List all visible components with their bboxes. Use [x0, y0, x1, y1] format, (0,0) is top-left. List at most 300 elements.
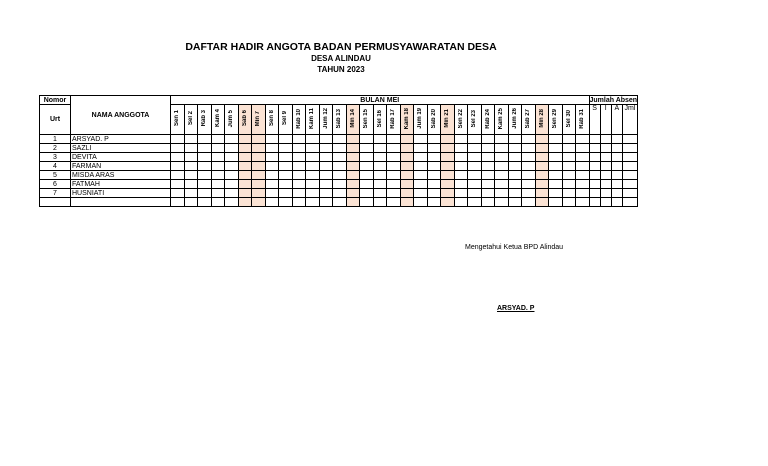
attendance-cell	[562, 180, 576, 189]
attendance-cell	[306, 198, 320, 207]
day-header	[211, 105, 225, 135]
attendance-cell	[373, 171, 387, 180]
attendance-cell	[495, 189, 509, 198]
day-header	[427, 105, 441, 135]
attendance-cell	[360, 180, 374, 189]
day-header	[360, 105, 374, 135]
attendance-cell	[495, 180, 509, 189]
attendance-cell	[441, 144, 455, 153]
attendance-cell	[522, 198, 536, 207]
attendance-cell	[265, 162, 279, 171]
day-label: Sel 30	[565, 109, 572, 128]
attendance-cell	[508, 198, 522, 207]
day-label: Rab 10	[295, 108, 302, 129]
attendance-cell	[171, 189, 185, 198]
attendance-cell	[387, 144, 401, 153]
attendance-cell	[292, 135, 306, 144]
day-label: Sen 29	[552, 108, 559, 129]
attendance-cell	[346, 198, 360, 207]
absen-count-cell	[589, 135, 600, 144]
attendance-cell	[184, 144, 198, 153]
absen-code-header: S	[589, 105, 600, 135]
attendance-cell	[400, 198, 414, 207]
attendance-cell	[292, 180, 306, 189]
member-name	[71, 198, 171, 207]
day-label: Min 7	[255, 110, 262, 127]
attendance-cell	[292, 198, 306, 207]
absen-count-cell	[600, 189, 611, 198]
attendance-cell	[360, 144, 374, 153]
member-number: 7	[40, 189, 71, 198]
attendance-cell	[265, 189, 279, 198]
attendance-cell	[171, 171, 185, 180]
attendance-cell	[427, 162, 441, 171]
day-label: Sel 9	[282, 111, 289, 126]
attendance-cell	[508, 180, 522, 189]
attendance-cell	[427, 189, 441, 198]
attendance-cell	[184, 135, 198, 144]
attendance-cell	[198, 153, 212, 162]
day-header	[454, 105, 468, 135]
attendance-cell	[292, 171, 306, 180]
absen-count-cell	[589, 180, 600, 189]
attendance-cell	[279, 198, 293, 207]
attendance-cell	[279, 180, 293, 189]
day-label: Sab 27	[525, 108, 532, 129]
attendance-cell	[238, 171, 252, 180]
attendance-cell	[576, 180, 590, 189]
attendance-cell	[562, 153, 576, 162]
attendance-cell	[319, 144, 333, 153]
signature-name: ARSYAD. P	[497, 305, 535, 312]
attendance-cell	[184, 171, 198, 180]
day-header	[522, 105, 536, 135]
attendance-cell	[454, 153, 468, 162]
absen-count-cell	[611, 198, 622, 207]
attendance-cell	[346, 144, 360, 153]
day-label: Kam 4	[214, 109, 221, 128]
day-label: Sen 8	[268, 110, 275, 127]
attendance-cell	[468, 153, 482, 162]
attendance-cell	[265, 198, 279, 207]
table-row	[40, 198, 638, 207]
attendance-cell	[171, 162, 185, 171]
day-header	[198, 105, 212, 135]
member-name: FATMAH	[71, 180, 171, 189]
attendance-cell	[576, 189, 590, 198]
attendance-cell	[360, 153, 374, 162]
member-name: SAZLI	[71, 144, 171, 153]
absen-count-cell	[611, 171, 622, 180]
attendance-cell	[306, 153, 320, 162]
attendance-cell	[495, 162, 509, 171]
day-label: Rab 3	[201, 110, 208, 127]
day-header	[508, 105, 522, 135]
attendance-cell	[562, 135, 576, 144]
attendance-cell	[238, 198, 252, 207]
absen-count-cell	[622, 180, 637, 189]
attendance-cell	[225, 144, 239, 153]
attendance-cell	[454, 171, 468, 180]
attendance-cell	[171, 153, 185, 162]
attendance-cell	[522, 135, 536, 144]
attendance-cell	[306, 180, 320, 189]
attendance-cell	[427, 153, 441, 162]
day-label: Sel 2	[187, 111, 194, 126]
attendance-cell	[400, 153, 414, 162]
day-label: Kam 11	[309, 107, 316, 129]
attendance-cell	[346, 153, 360, 162]
absen-count-cell	[611, 180, 622, 189]
attendance-cell	[292, 162, 306, 171]
header-jumlah-absen: Jumlah Absen	[589, 96, 638, 104]
attendance-cell	[333, 144, 347, 153]
attendance-cell	[508, 153, 522, 162]
attendance-cell	[198, 162, 212, 171]
day-label: Rab 17	[390, 108, 397, 129]
attendance-cell	[319, 135, 333, 144]
attendance-cell	[481, 162, 495, 171]
day-label: Kam 18	[403, 107, 410, 130]
member-number	[40, 198, 71, 207]
attendance-cell	[225, 153, 239, 162]
absen-count-cell	[589, 153, 600, 162]
attendance-cell	[441, 162, 455, 171]
absen-count-cell	[600, 144, 611, 153]
attendance-cell	[265, 135, 279, 144]
absen-count-cell	[622, 153, 637, 162]
attendance-cell	[333, 198, 347, 207]
attendance-cell	[387, 171, 401, 180]
attendance-cell	[319, 198, 333, 207]
attendance-cell	[184, 153, 198, 162]
attendance-cell	[319, 153, 333, 162]
attendance-cell	[535, 180, 549, 189]
attendance-cell	[279, 189, 293, 198]
attendance-cell	[400, 162, 414, 171]
attendance-cell	[279, 162, 293, 171]
day-header	[400, 105, 414, 135]
attendance-cell	[292, 189, 306, 198]
table-row	[40, 189, 638, 198]
attendance-cell	[387, 189, 401, 198]
day-header	[319, 105, 333, 135]
attendance-cell	[279, 135, 293, 144]
attendance-cell	[292, 144, 306, 153]
attendance-cell	[319, 180, 333, 189]
attendance-cell	[211, 171, 225, 180]
absen-count-cell	[611, 135, 622, 144]
attendance-cell	[252, 135, 266, 144]
day-label: Sab 6	[241, 110, 248, 127]
attendance-cell	[360, 171, 374, 180]
attendance-cell	[508, 162, 522, 171]
attendance-cell	[414, 171, 428, 180]
member-number: 5	[40, 171, 71, 180]
day-header	[549, 105, 563, 135]
day-header	[306, 105, 320, 135]
attendance-cell	[265, 171, 279, 180]
attendance-cell	[171, 180, 185, 189]
attendance-cell	[414, 162, 428, 171]
attendance-cell	[400, 189, 414, 198]
attendance-cell	[454, 180, 468, 189]
attendance-cell	[481, 189, 495, 198]
day-header	[387, 105, 401, 135]
attendance-cell	[198, 135, 212, 144]
attendance-cell	[238, 162, 252, 171]
table-row	[40, 171, 638, 180]
attendance-cell	[346, 162, 360, 171]
absen-count-cell	[589, 189, 600, 198]
day-header	[346, 105, 360, 135]
attendance-cell	[576, 171, 590, 180]
member-number: 2	[40, 144, 71, 153]
day-header	[481, 105, 495, 135]
attendance-cell	[535, 144, 549, 153]
attendance-cell	[522, 180, 536, 189]
attendance-cell	[549, 189, 563, 198]
attendance-cell	[535, 135, 549, 144]
day-label: Rab 24	[484, 108, 491, 129]
attendance-cell	[414, 144, 428, 153]
attendance-cell	[508, 135, 522, 144]
day-header	[279, 105, 293, 135]
member-name: ARSYAD. P	[71, 135, 171, 144]
member-name: MISDA ARAS	[71, 171, 171, 180]
attendance-cell	[400, 171, 414, 180]
attendance-cell	[414, 153, 428, 162]
absen-count-cell	[622, 162, 637, 171]
attendance-cell	[225, 171, 239, 180]
attendance-cell	[427, 198, 441, 207]
attendance-cell	[535, 153, 549, 162]
attendance-cell	[549, 162, 563, 171]
attendance-cell	[373, 153, 387, 162]
day-header	[184, 105, 198, 135]
attendance-cell	[252, 144, 266, 153]
day-label: Jum 12	[322, 108, 329, 129]
attendance-cell	[171, 198, 185, 207]
day-header	[238, 105, 252, 135]
attendance-cell	[238, 180, 252, 189]
attendance-cell	[225, 180, 239, 189]
attendance-cell	[400, 144, 414, 153]
day-label: Kam 25	[498, 107, 505, 130]
attendance-cell	[225, 189, 239, 198]
day-label: Min 21	[444, 109, 451, 128]
attendance-cell	[387, 180, 401, 189]
attendance-cell	[333, 171, 347, 180]
attendance-cell	[468, 135, 482, 144]
day-label: Jum 19	[417, 108, 424, 129]
attendance-cell	[562, 144, 576, 153]
attendance-cell	[252, 162, 266, 171]
attendance-cell	[306, 189, 320, 198]
attendance-cell	[346, 189, 360, 198]
attendance-cell	[360, 189, 374, 198]
attendance-cell	[319, 162, 333, 171]
day-header	[535, 105, 549, 135]
attendance-cell	[441, 189, 455, 198]
attendance-cell	[306, 171, 320, 180]
member-number: 1	[40, 135, 71, 144]
attendance-cell	[441, 135, 455, 144]
attendance-cell	[549, 180, 563, 189]
attendance-cell	[225, 135, 239, 144]
attendance-cell	[360, 135, 374, 144]
absen-count-cell	[589, 144, 600, 153]
attendance-cell	[441, 198, 455, 207]
attendance-cell	[549, 198, 563, 207]
attendance-cell	[562, 198, 576, 207]
absen-count-cell	[600, 171, 611, 180]
attendance-cell	[576, 198, 590, 207]
attendance-cell	[211, 162, 225, 171]
attendance-cell	[522, 171, 536, 180]
year-label: TAHUN 2023	[317, 65, 365, 74]
day-label: Sen 1	[174, 110, 181, 127]
day-header	[441, 105, 455, 135]
attendance-cell	[225, 198, 239, 207]
attendance-cell	[454, 198, 468, 207]
day-label: Min 14	[349, 109, 356, 128]
attendance-cell	[414, 180, 428, 189]
day-label: Sen 22	[457, 108, 464, 129]
day-label: Sen 15	[363, 108, 370, 129]
absen-count-cell	[600, 135, 611, 144]
attendance-cell	[211, 144, 225, 153]
attendance-cell	[306, 144, 320, 153]
day-label: Min 28	[538, 109, 545, 128]
attendance-cell	[495, 144, 509, 153]
attendance-cell	[171, 144, 185, 153]
attendance-cell	[454, 162, 468, 171]
attendance-cell	[387, 198, 401, 207]
signature-role: Mengetahui Ketua BPD Alindau	[465, 244, 564, 251]
attendance-cell	[549, 171, 563, 180]
day-header	[265, 105, 279, 135]
day-label: Sab 20	[430, 108, 437, 129]
attendance-cell	[211, 180, 225, 189]
village-name: DESA ALINDAU	[311, 54, 371, 63]
absen-count-cell	[589, 162, 600, 171]
attendance-cell	[184, 198, 198, 207]
attendance-cell	[319, 171, 333, 180]
attendance-cell	[508, 171, 522, 180]
attendance-cell	[306, 135, 320, 144]
attendance-cell	[306, 162, 320, 171]
attendance-cell	[198, 171, 212, 180]
attendance-cell	[225, 162, 239, 171]
attendance-cell	[427, 144, 441, 153]
attendance-cell	[184, 180, 198, 189]
attendance-cell	[427, 180, 441, 189]
attendance-cell	[468, 144, 482, 153]
attendance-cell	[333, 135, 347, 144]
day-header	[495, 105, 509, 135]
attendance-cell	[400, 180, 414, 189]
attendance-cell	[454, 144, 468, 153]
attendance-cell	[387, 162, 401, 171]
attendance-cell	[441, 153, 455, 162]
attendance-cell	[238, 135, 252, 144]
attendance-cell	[414, 189, 428, 198]
attendance-cell	[292, 153, 306, 162]
attendance-cell	[508, 144, 522, 153]
attendance-cell	[468, 189, 482, 198]
attendance-cell	[198, 144, 212, 153]
attendance-cell	[373, 162, 387, 171]
attendance-cell	[481, 153, 495, 162]
day-label: Rab 31	[579, 108, 586, 129]
attendance-cell	[468, 162, 482, 171]
attendance-cell	[400, 135, 414, 144]
header-urt: Urt	[40, 105, 71, 135]
attendance-cell	[360, 198, 374, 207]
attendance-cell	[481, 180, 495, 189]
absen-count-cell	[622, 171, 637, 180]
attendance-cell	[211, 135, 225, 144]
attendance-cell	[279, 171, 293, 180]
attendance-cell	[481, 135, 495, 144]
attendance-cell	[387, 153, 401, 162]
attendance-cell	[211, 198, 225, 207]
attendance-cell	[171, 135, 185, 144]
attendance-cell	[535, 171, 549, 180]
attendance-cell	[238, 153, 252, 162]
attendance-cell	[333, 189, 347, 198]
attendance-cell	[495, 153, 509, 162]
attendance-cell	[211, 153, 225, 162]
member-name: DEVITA	[71, 153, 171, 162]
absen-code-header: A	[611, 105, 622, 135]
day-header	[171, 105, 185, 135]
table-row	[40, 180, 638, 189]
header-nama-anggota: NAMA ANGGOTA	[71, 96, 171, 135]
attendance-cell	[252, 198, 266, 207]
attendance-cell	[495, 198, 509, 207]
attendance-cell	[198, 189, 212, 198]
attendance-cell	[265, 180, 279, 189]
table-row	[40, 135, 638, 144]
absen-count-cell	[611, 153, 622, 162]
attendance-table	[39, 95, 638, 207]
attendance-cell	[346, 135, 360, 144]
attendance-cell	[441, 180, 455, 189]
attendance-cell	[454, 135, 468, 144]
table-row	[40, 153, 638, 162]
absen-count-cell	[622, 198, 637, 207]
day-header	[252, 105, 266, 135]
attendance-cell	[576, 135, 590, 144]
attendance-cell	[414, 198, 428, 207]
attendance-cell	[535, 198, 549, 207]
attendance-cell	[252, 171, 266, 180]
attendance-cell	[576, 144, 590, 153]
absen-count-cell	[589, 198, 600, 207]
day-header	[373, 105, 387, 135]
day-label: Sel 16	[376, 109, 383, 128]
attendance-cell	[441, 171, 455, 180]
absen-count-cell	[600, 162, 611, 171]
day-header	[468, 105, 482, 135]
member-name: FARMAN	[71, 162, 171, 171]
attendance-cell	[576, 162, 590, 171]
member-number: 3	[40, 153, 71, 162]
attendance-cell	[522, 189, 536, 198]
attendance-cell	[252, 180, 266, 189]
